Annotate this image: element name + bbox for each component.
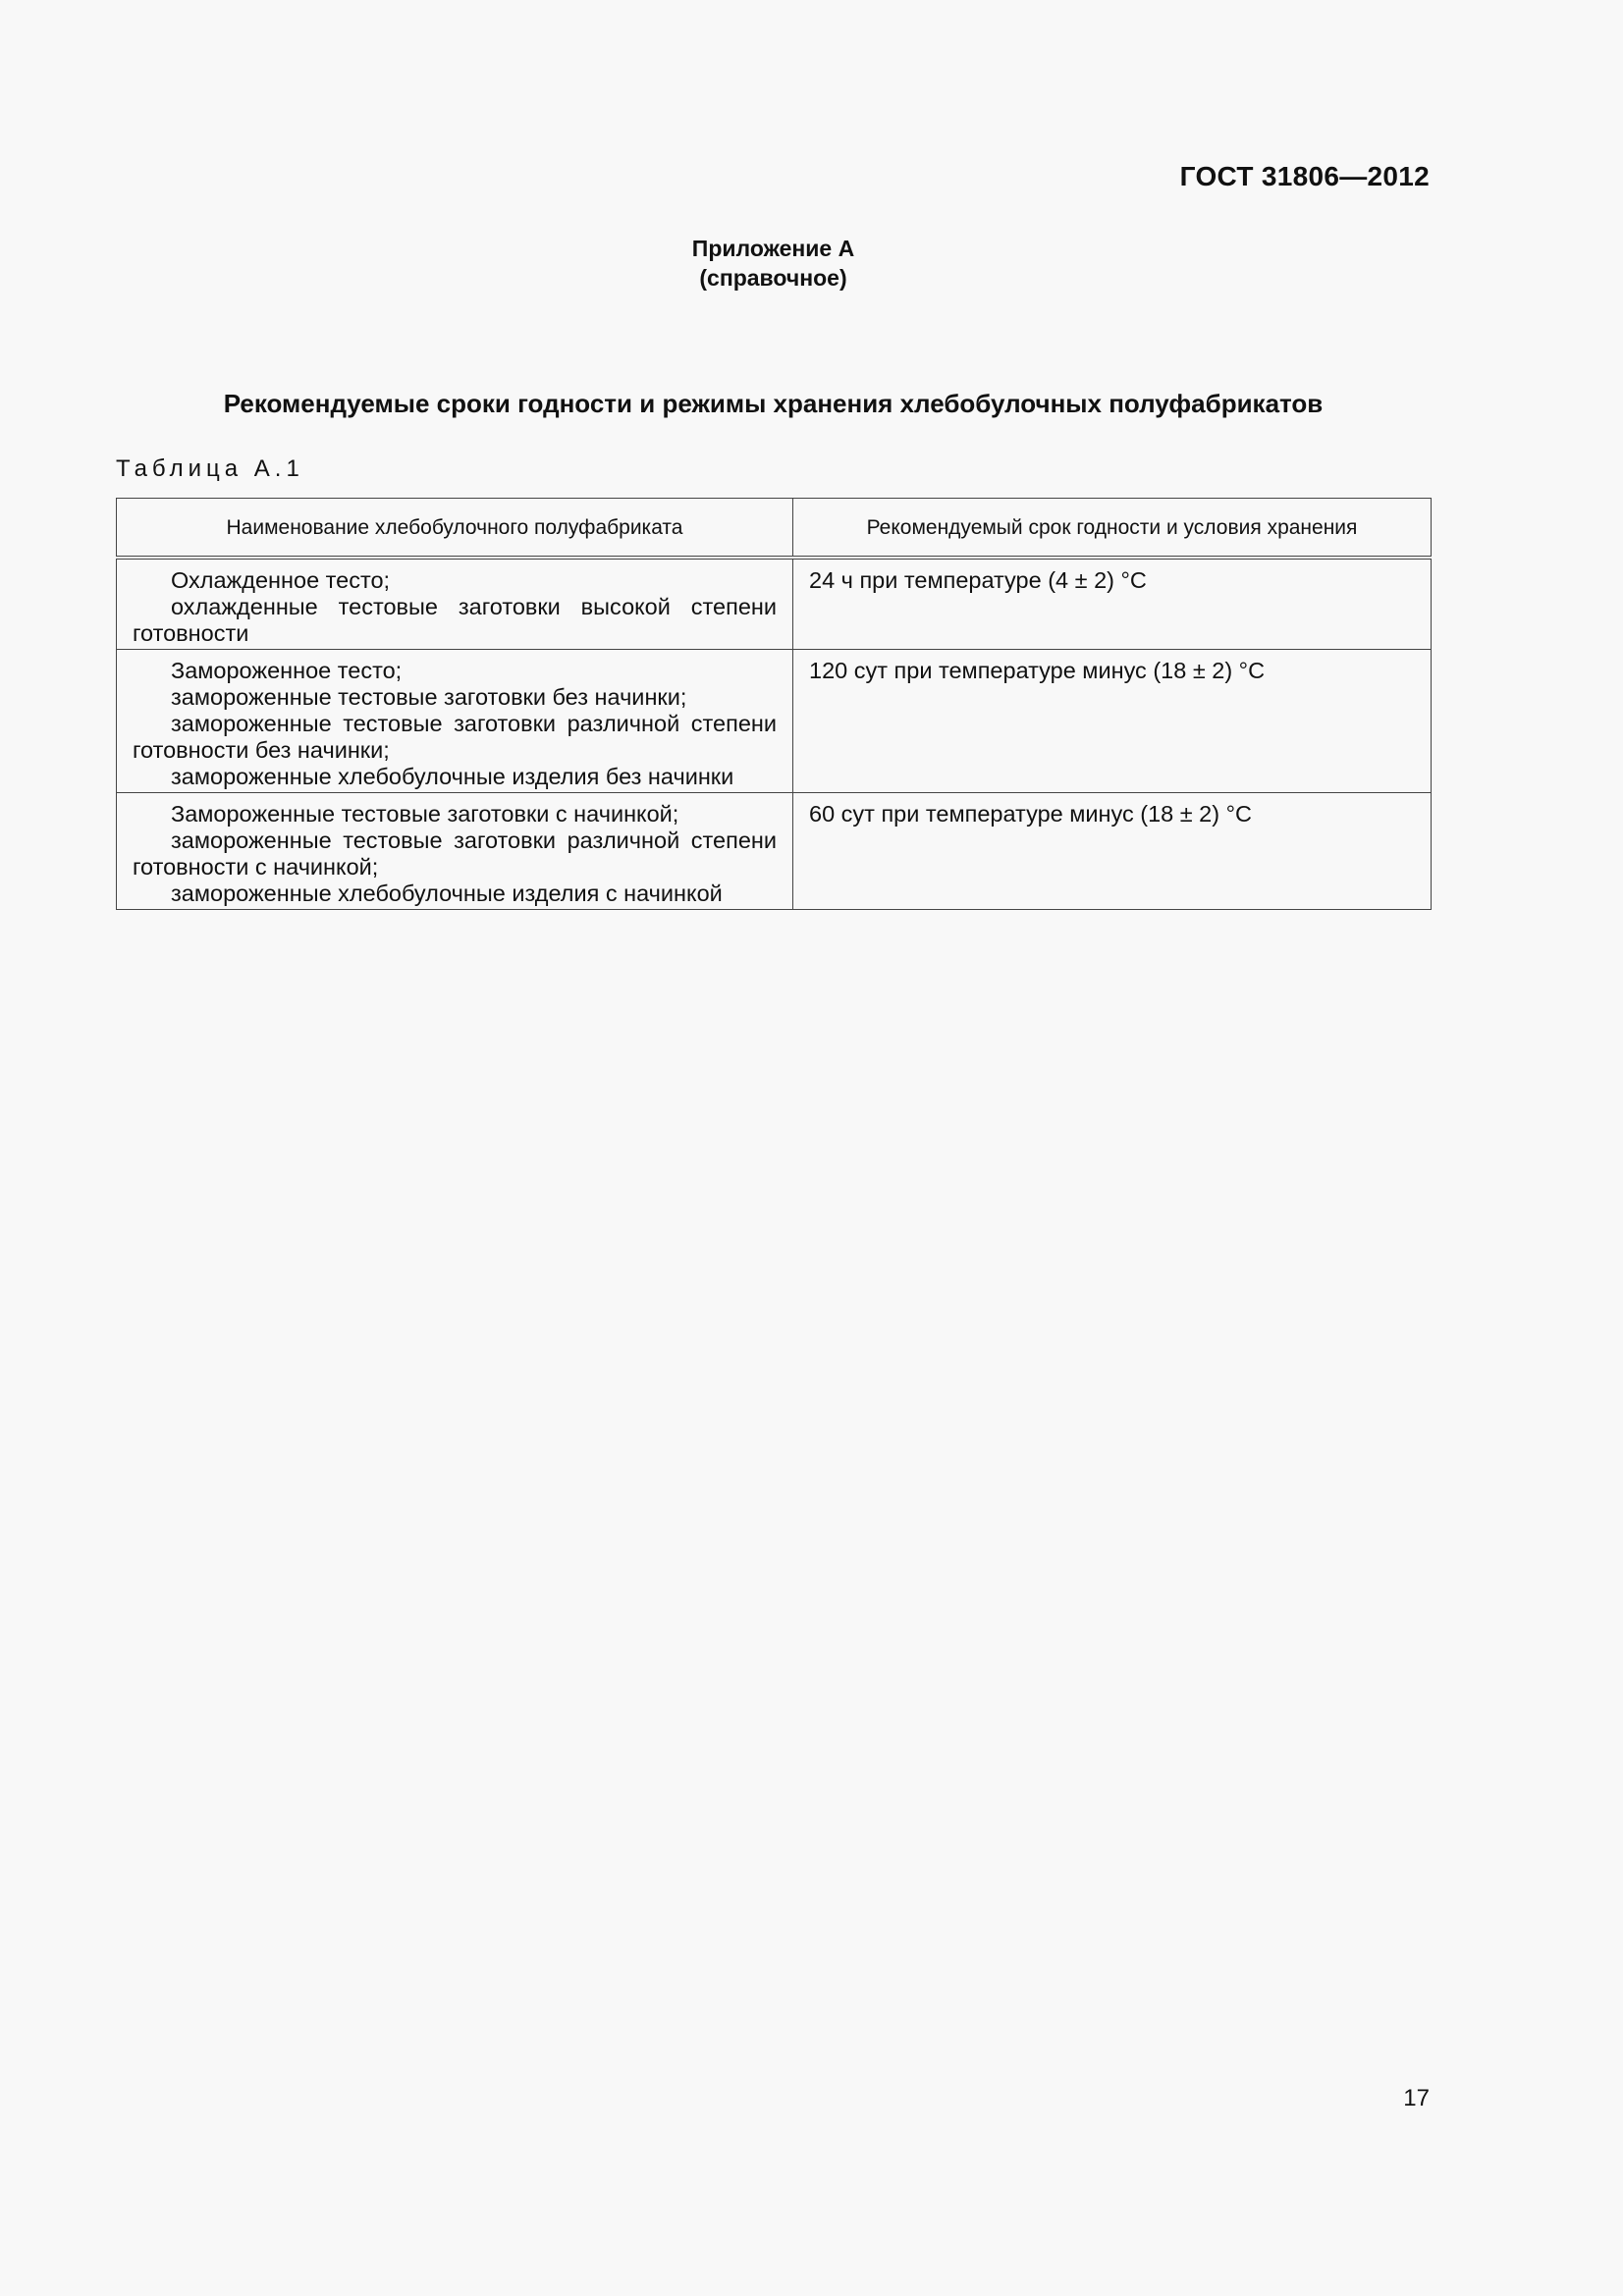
table-row [117,558,1432,650]
product-name-line: замороженные тестовые заготовки различной степени готовности с начинкой; [133,828,777,880]
shelf-life-table [116,498,1432,910]
storage-condition-cell: 120 сут при температуре минус (18 ± 2) °С [793,650,1432,793]
product-name-line: Замороженные тестовые заготовки с начинкой; [171,801,679,827]
table-row [117,793,1432,910]
product-name-line: охлажденные тестовые заготовки высокой степени готовности [133,594,777,646]
column-header-product-name: Наименование хлебобулочного полуфабриката [117,499,793,559]
product-name-cell [117,650,793,793]
document-number: ГОСТ 31806—2012 [1179,161,1430,191]
column-header-shelf-life: Рекомендуемый срок годности и условия хранения [793,499,1432,559]
product-name-line: Охлажденное тесто; [171,567,391,593]
product-name-line: замороженные тестовые заготовки без начинки; [171,684,687,710]
product-name-line: Замороженное тесто; [171,658,403,683]
product-name-line: замороженные хлебобулочные изделия с начинкой [171,881,723,906]
appendix-subtitle: (справочное) [699,265,847,291]
appendix-title: Приложение А [691,236,855,261]
section-title: Рекомендуемые сроки годности и режимы хранения хлебобулочных полуфабрикатов [223,389,1324,418]
table-header-row [117,499,1432,559]
product-name-cell [117,793,793,910]
product-name-line: замороженные хлебобулочные изделия без начинки [171,764,734,789]
product-name-cell [117,558,793,650]
table-row [117,650,1432,793]
table-label: Таблица А.1 [116,455,304,482]
storage-condition-cell: 60 сут при температуре минус (18 ± 2) °С [793,793,1432,910]
page-number: 17 [1403,2085,1430,2111]
storage-condition-cell: 24 ч при температуре (4 ± 2) °С [793,558,1432,650]
appendix-heading [0,234,1546,293]
product-name-line: замороженные тестовые заготовки различной степени готовности без начинки; [133,711,777,763]
